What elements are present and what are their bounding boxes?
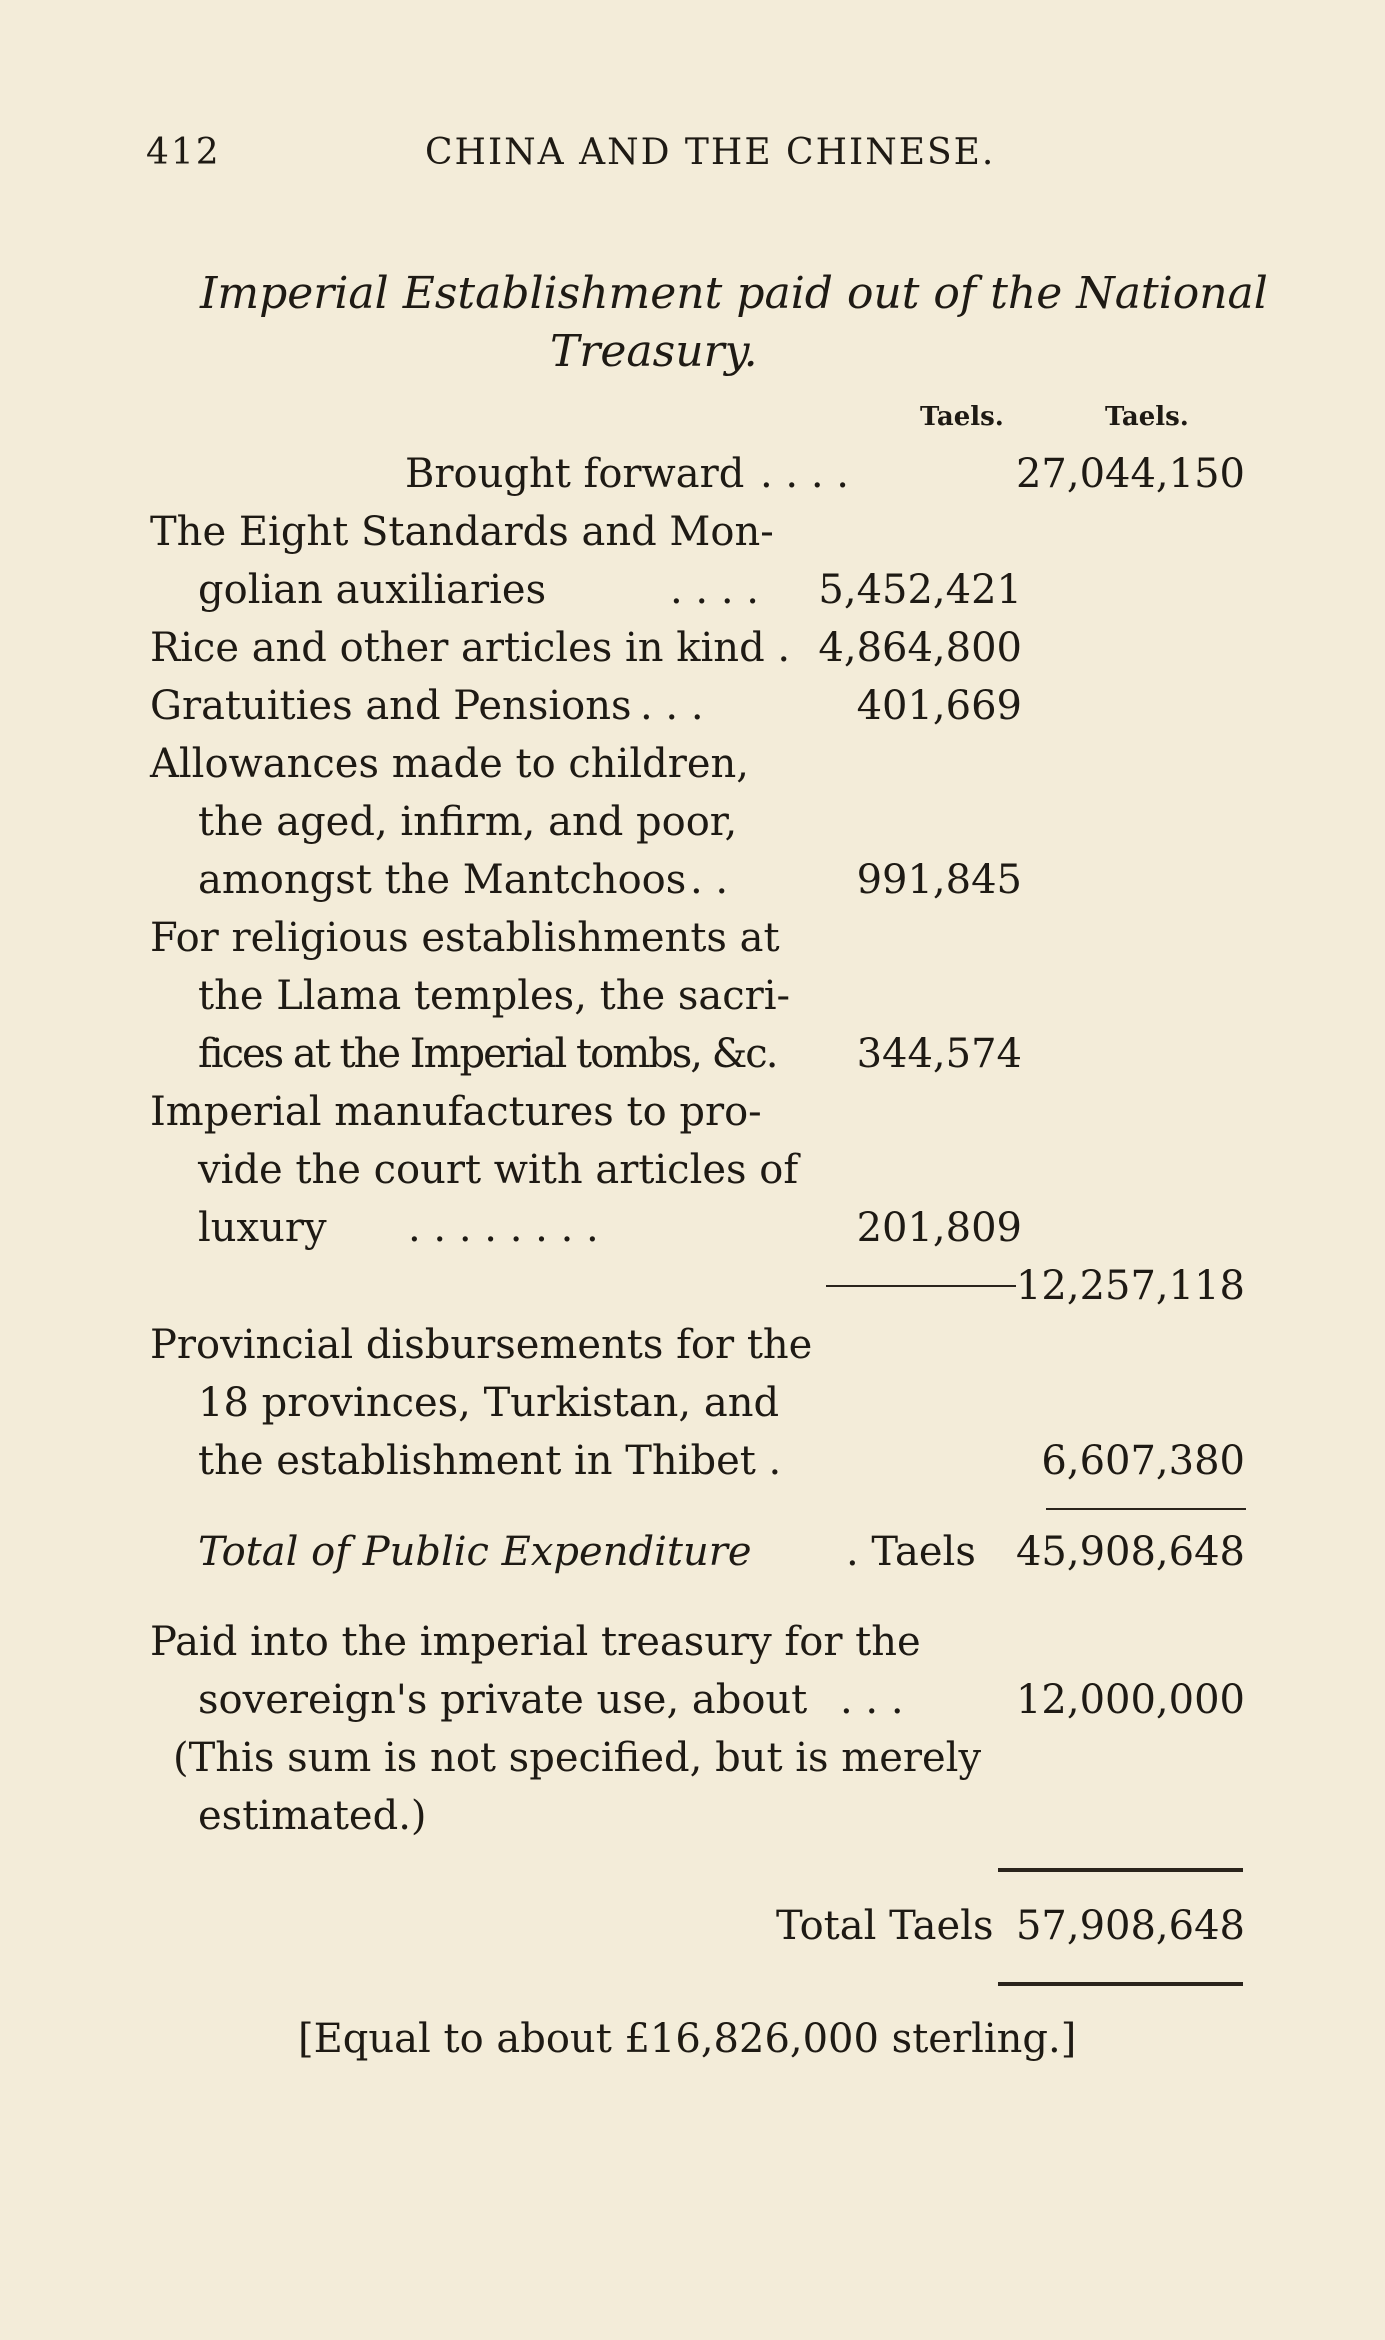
private-leader: . . . (840, 1677, 904, 1723)
private-line1: Paid into the imperial treasury for the (150, 1619, 921, 1665)
item-gratuities-amount: 401,669 (856, 683, 1022, 729)
section-title-line2: Treasury. (550, 326, 758, 377)
private-line2: sovereign's private use, about (198, 1677, 808, 1723)
item-manufactures-line2: vide the court with articles of (198, 1147, 799, 1193)
private-line3: (This sum is not specified, but is merely (173, 1735, 982, 1781)
item-religious-amount: 344,574 (856, 1031, 1022, 1077)
total-public-amount: 45,908,648 (1015, 1529, 1245, 1575)
item-manufactures-line3: luxury (198, 1205, 327, 1251)
item-religious-line1: For religious establishments at (150, 915, 780, 961)
item-manufactures-line1: Imperial manufactures to pro- (150, 1089, 762, 1135)
provincial-line2: 18 provinces, Turkistan, and (198, 1380, 780, 1426)
total-public-suffix: . Taels (846, 1529, 976, 1575)
item-eight-standards-line2: golian auxiliaries (198, 567, 547, 613)
sterling-equivalent-note: [Equal to about £16,826,000 sterling.] (298, 2016, 1077, 2062)
column-header-taels-1: Taels. (920, 402, 1004, 432)
item-religious-line3: fices at the Imperial tombs, &c. (198, 1031, 777, 1077)
brought-forward-leader: . . . . (760, 451, 850, 497)
public-total-rule (1046, 1508, 1246, 1510)
item-religious-line2: the Llama temples, the sacri- (198, 973, 791, 1019)
grand-total-amount: 57,908,648 (1015, 1903, 1245, 1949)
item-rice-amount: 4,864,800 (818, 625, 1022, 671)
item-manufactures-amount: 201,809 (856, 1205, 1022, 1251)
item-gratuities-leader: . . . (640, 683, 704, 729)
item-manufactures-leader: . . . . . . . . (408, 1205, 599, 1251)
item-eight-standards-line1: The Eight Standards and Mon- (150, 509, 774, 555)
item-gratuities-line1: Gratuities and Pensions (150, 683, 632, 729)
item-eight-standards-leader: . . . . (670, 567, 760, 613)
item-allowances-line2: the aged, infirm, and poor, (198, 799, 738, 845)
item-eight-standards-amount: 5,452,421 (818, 567, 1022, 613)
item-allowances-line1: Allowances made to children, (150, 741, 749, 787)
subtotal-amount: 12,257,118 (1015, 1263, 1245, 1309)
item-allowances-leader: . . (690, 857, 729, 903)
private-amount: 12,000,000 (1015, 1677, 1245, 1723)
total-public-label: Total of Public Expenditure (198, 1529, 752, 1575)
brought-forward-total: 27,044,150 (1015, 451, 1245, 497)
private-line4: estimated.) (198, 1793, 427, 1839)
provincial-amount: 6,607,380 (1041, 1438, 1245, 1484)
grand-total-rule-top (998, 1868, 1243, 1872)
item-rice-line1: Rice and other articles in kind . (150, 625, 791, 671)
grand-total-label: Total Taels (776, 1903, 994, 1949)
brought-forward-label: Brought forward (405, 451, 745, 497)
provincial-line3: the establishment in Thibet . (198, 1438, 782, 1484)
item-allowances-amount: 991,845 (856, 857, 1022, 903)
grand-total-rule-bottom (998, 1982, 1243, 1986)
section-title-line1: Imperial Establishment paid out of the National (200, 268, 1268, 319)
column-header-taels-2: Taels. (1105, 402, 1189, 432)
item-allowances-line3: amongst the Mantchoos (198, 857, 687, 903)
running-title: CHINA AND THE CHINESE. (425, 132, 996, 173)
provincial-line1: Provincial disbursements for the (150, 1322, 813, 1368)
page-number: 412 (146, 132, 221, 173)
